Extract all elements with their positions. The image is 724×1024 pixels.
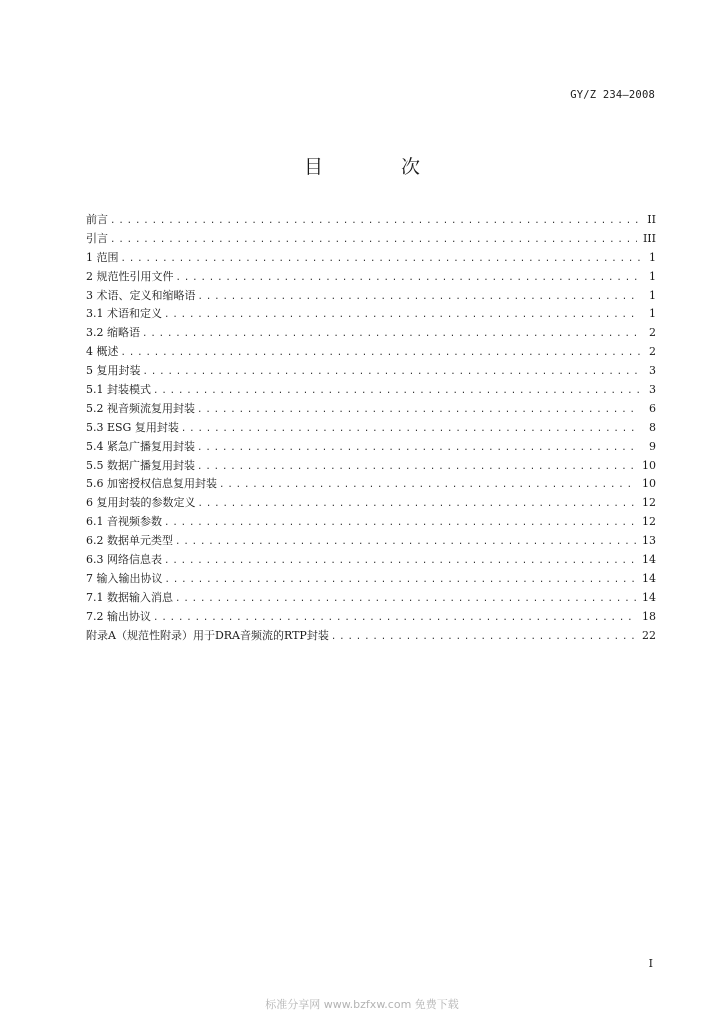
toc-entry-label: 6.2 数据单元类型 (86, 534, 173, 548)
toc-leader-dots (175, 533, 636, 551)
watermark: 标准分享网 www.bzfxw.com 免费下载 (265, 998, 459, 1011)
toc-entry[interactable] (86, 457, 656, 476)
toc-leader-dots (197, 458, 636, 476)
toc-entry-label: 7 输入输出协议 (86, 571, 163, 585)
table-of-contents (86, 211, 656, 645)
toc-entry[interactable] (86, 475, 656, 494)
toc-entry-page: 13 (642, 534, 656, 548)
toc-leader-dots (197, 439, 640, 457)
toc-leader-dots (153, 609, 636, 627)
toc-entry[interactable] (86, 211, 656, 230)
page-number: I (648, 957, 653, 970)
toc-leader-dots (176, 269, 641, 287)
toc-entry-label: 6.1 音视频参数 (86, 515, 162, 529)
toc-leader-dots (164, 552, 636, 570)
toc-entry-label: 5.5 数据广播复用封装 (86, 458, 195, 472)
toc-entry-page: 10 (642, 477, 656, 491)
toc-entry-page: 18 (642, 609, 656, 623)
toc-entry-label: 前言 (86, 213, 108, 226)
toc-entry[interactable] (86, 362, 656, 381)
toc-entry-page: 8 (649, 420, 656, 434)
toc-leader-dots (121, 344, 641, 362)
toc-entry[interactable] (86, 494, 656, 513)
document-code: GY/Z 234—2008 (570, 89, 655, 101)
toc-entry-page: 2 (649, 326, 656, 340)
toc-entry-label: 3 术语、定义和缩略语 (86, 288, 196, 302)
toc-entry-page: II (647, 213, 656, 226)
toc-leader-dots (110, 231, 637, 249)
toc-entry-label: 5 复用封装 (86, 364, 141, 378)
toc-entry-label: 4 概述 (86, 345, 119, 359)
toc-leader-dots (164, 306, 640, 324)
toc-entry-label: 1 范围 (86, 250, 119, 264)
toc-leader-dots (143, 363, 641, 381)
toc-leader-dots (110, 212, 640, 230)
toc-entry-label: 5.6 加密授权信息复用封装 (86, 477, 217, 491)
toc-entry-label: 3.1 术语和定义 (86, 307, 162, 321)
toc-entry[interactable] (86, 438, 656, 457)
toc-entry-label: 7.2 输出协议 (86, 609, 151, 623)
toc-entry[interactable] (86, 305, 656, 324)
toc-leader-dots (198, 288, 641, 306)
toc-entry[interactable] (86, 268, 656, 287)
toc-entry[interactable] (86, 400, 656, 419)
toc-entry-page: 1 (649, 288, 656, 302)
toc-entry-page: 9 (649, 439, 656, 453)
toc-entry-page: 12 (642, 515, 656, 529)
toc-entry[interactable] (86, 381, 656, 400)
toc-entry[interactable] (86, 570, 656, 589)
toc-entry-page: 1 (649, 307, 656, 321)
toc-entry[interactable] (86, 608, 656, 627)
toc-entry[interactable] (86, 551, 656, 570)
toc-entry[interactable] (86, 532, 656, 551)
toc-entry[interactable] (86, 230, 656, 249)
toc-entry-page: 10 (642, 458, 656, 472)
toc-leader-dots (175, 590, 636, 608)
toc-entry-label: 5.3 ESG 复用封装 (86, 420, 179, 434)
toc-leader-dots (198, 495, 637, 513)
toc-entry-page: 3 (649, 383, 656, 397)
toc-entry-page: 2 (649, 345, 656, 359)
toc-entry-label: 6 复用封装的参数定义 (86, 496, 196, 510)
toc-leader-dots (142, 325, 640, 343)
toc-leader-dots (181, 420, 640, 438)
toc-entry-label: 5.4 紧急广播复用封装 (86, 439, 195, 453)
toc-entry[interactable] (86, 627, 656, 646)
toc-entry[interactable] (86, 249, 656, 268)
toc-entry-page: 22 (642, 628, 656, 642)
toc-leader-dots (121, 250, 641, 268)
toc-leader-dots (197, 401, 640, 419)
toc-entry[interactable] (86, 287, 656, 306)
toc-entry-page: III (642, 231, 656, 245)
toc-leader-dots (153, 382, 640, 400)
toc-entry[interactable] (86, 419, 656, 438)
toc-entry-page: 6 (649, 401, 656, 415)
toc-entry-label: 5.1 封装模式 (86, 383, 151, 397)
toc-entry[interactable] (86, 324, 656, 343)
toc-entry-label: 5.2 视音频流复用封装 (86, 401, 195, 415)
toc-entry[interactable] (86, 513, 656, 532)
toc-entry[interactable] (86, 589, 656, 608)
toc-entry-label: 6.3 网络信息表 (86, 553, 162, 567)
toc-leader-dots (165, 571, 637, 589)
toc-entry-page: 1 (649, 250, 656, 264)
toc-entry-page: 14 (642, 553, 656, 567)
page-title: 目 次 (303, 156, 457, 178)
toc-entry-page: 14 (642, 590, 656, 604)
toc-entry-page: 14 (642, 571, 656, 585)
toc-entry-label: 7.1 数据输入消息 (86, 590, 173, 604)
toc-entry-label: 2 规范性引用文件 (86, 269, 174, 283)
toc-entry-label: 引言 (86, 231, 108, 245)
toc-leader-dots (219, 476, 636, 494)
toc-entry-label: 附录A（规范性附录）用于DRA音频流的RTP封装 (86, 628, 329, 642)
toc-entry-label: 3.2 缩略语 (86, 326, 140, 340)
toc-entry[interactable] (86, 343, 656, 362)
toc-entry-page: 12 (642, 496, 656, 510)
toc-entry-page: 3 (649, 364, 656, 378)
toc-leader-dots (331, 628, 636, 646)
toc-entry-page: 1 (649, 269, 656, 283)
toc-leader-dots (164, 514, 636, 532)
